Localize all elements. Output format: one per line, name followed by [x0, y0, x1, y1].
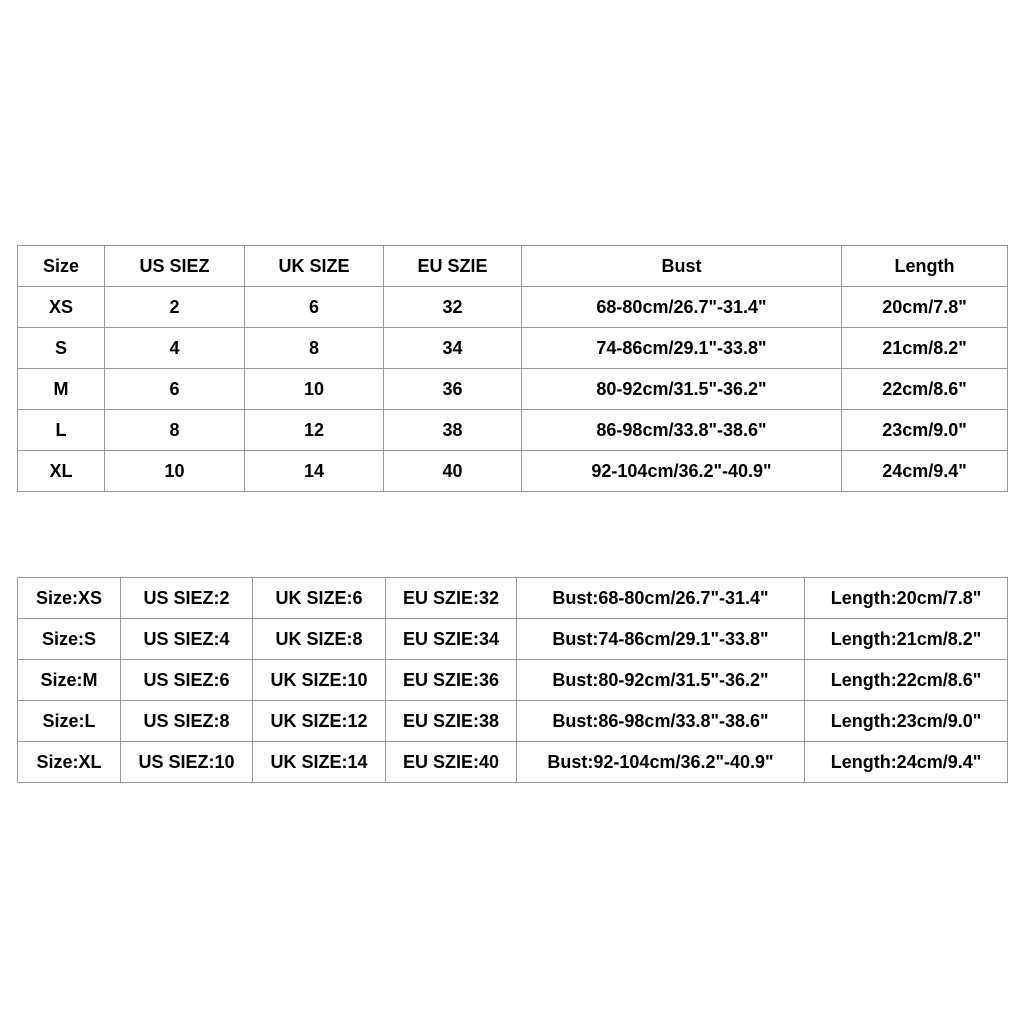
- cell-eu-size: 38: [384, 410, 522, 451]
- cell-size: Size:XL: [18, 742, 121, 783]
- cell-uk-size: UK SIZE:14: [253, 742, 386, 783]
- cell-size: Size:S: [18, 619, 121, 660]
- table-row: [18, 578, 1008, 619]
- cell-us-size: 8: [105, 410, 245, 451]
- cell-uk-size: 8: [245, 328, 384, 369]
- table-row: [18, 451, 1008, 492]
- cell-size: L: [18, 410, 105, 451]
- cell-us-size: US SIEZ:8: [121, 701, 253, 742]
- cell-eu-size: 34: [384, 328, 522, 369]
- cell-eu-size: EU SZIE:34: [386, 619, 517, 660]
- cell-uk-size: 10: [245, 369, 384, 410]
- cell-bust: 86-98cm/33.8"-38.6": [522, 410, 842, 451]
- cell-us-size: US SIEZ:6: [121, 660, 253, 701]
- header-uk-size: UK SIZE: [245, 246, 384, 287]
- size-chart-table: [17, 245, 1008, 492]
- cell-us-size: 10: [105, 451, 245, 492]
- cell-length: Length:23cm/9.0": [805, 701, 1008, 742]
- cell-bust: 68-80cm/26.7"-31.4": [522, 287, 842, 328]
- table-row: [18, 369, 1008, 410]
- cell-eu-size: 36: [384, 369, 522, 410]
- cell-bust: 80-92cm/31.5"-36.2": [522, 369, 842, 410]
- cell-size: XL: [18, 451, 105, 492]
- cell-uk-size: 12: [245, 410, 384, 451]
- cell-us-size: 2: [105, 287, 245, 328]
- cell-size: Size:L: [18, 701, 121, 742]
- cell-us-size: US SIEZ:10: [121, 742, 253, 783]
- table-row: [18, 742, 1008, 783]
- cell-bust: Bust:80-92cm/31.5"-36.2": [517, 660, 805, 701]
- table-row: [18, 287, 1008, 328]
- cell-length: Length:21cm/8.2": [805, 619, 1008, 660]
- cell-uk-size: 6: [245, 287, 384, 328]
- table-row: [18, 410, 1008, 451]
- header-eu-size: EU SZIE: [384, 246, 522, 287]
- cell-uk-size: 14: [245, 451, 384, 492]
- cell-length: Length:22cm/8.6": [805, 660, 1008, 701]
- table-header-row: [18, 246, 1008, 287]
- cell-us-size: 4: [105, 328, 245, 369]
- cell-us-size: US SIEZ:2: [121, 578, 253, 619]
- cell-length: 21cm/8.2": [842, 328, 1008, 369]
- cell-bust: Bust:92-104cm/36.2"-40.9": [517, 742, 805, 783]
- table-row: [18, 660, 1008, 701]
- cell-size: S: [18, 328, 105, 369]
- header-length: Length: [842, 246, 1008, 287]
- cell-eu-size: 40: [384, 451, 522, 492]
- cell-us-size: US SIEZ:4: [121, 619, 253, 660]
- cell-uk-size: UK SIZE:6: [253, 578, 386, 619]
- cell-size: M: [18, 369, 105, 410]
- header-us-size: US SIEZ: [105, 246, 245, 287]
- cell-bust: Bust:74-86cm/29.1"-33.8": [517, 619, 805, 660]
- cell-length: Length:24cm/9.4": [805, 742, 1008, 783]
- cell-size: Size:M: [18, 660, 121, 701]
- cell-eu-size: EU SZIE:38: [386, 701, 517, 742]
- header-size: Size: [18, 246, 105, 287]
- cell-bust: 74-86cm/29.1"-33.8": [522, 328, 842, 369]
- cell-uk-size: UK SIZE:10: [253, 660, 386, 701]
- size-chart-table-labeled: [17, 577, 1008, 783]
- cell-eu-size: EU SZIE:36: [386, 660, 517, 701]
- table-row: [18, 701, 1008, 742]
- cell-length: 23cm/9.0": [842, 410, 1008, 451]
- cell-bust: 92-104cm/36.2"-40.9": [522, 451, 842, 492]
- cell-length: 24cm/9.4": [842, 451, 1008, 492]
- cell-length: 20cm/7.8": [842, 287, 1008, 328]
- cell-bust: Bust:86-98cm/33.8"-38.6": [517, 701, 805, 742]
- cell-length: 22cm/8.6": [842, 369, 1008, 410]
- cell-size: XS: [18, 287, 105, 328]
- cell-eu-size: 32: [384, 287, 522, 328]
- cell-bust: Bust:68-80cm/26.7"-31.4": [517, 578, 805, 619]
- cell-us-size: 6: [105, 369, 245, 410]
- cell-size: Size:XS: [18, 578, 121, 619]
- cell-uk-size: UK SIZE:12: [253, 701, 386, 742]
- table-row: [18, 619, 1008, 660]
- cell-length: Length:20cm/7.8": [805, 578, 1008, 619]
- cell-eu-size: EU SZIE:40: [386, 742, 517, 783]
- table-row: [18, 328, 1008, 369]
- cell-eu-size: EU SZIE:32: [386, 578, 517, 619]
- cell-uk-size: UK SIZE:8: [253, 619, 386, 660]
- header-bust: Bust: [522, 246, 842, 287]
